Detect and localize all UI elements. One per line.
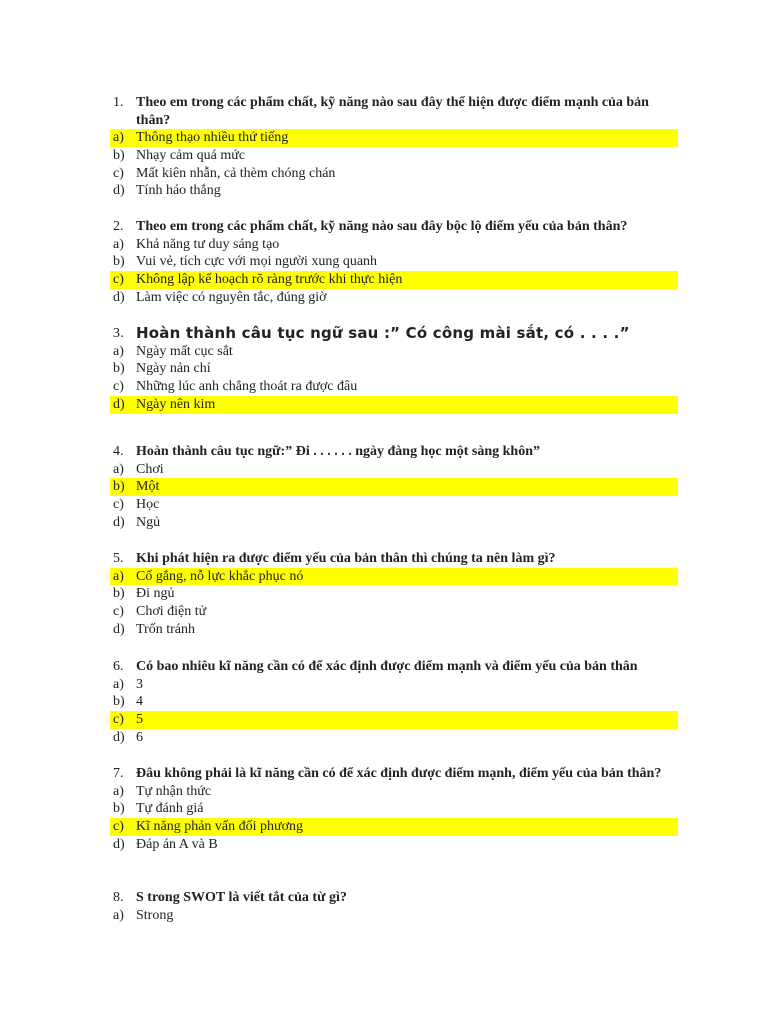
question-8 (110, 889, 678, 924)
option-c (110, 378, 678, 396)
question-prompt: Khi phát hiện ra được điểm yếu của bản thân thì chúng ta nên làm gì? (136, 551, 556, 566)
option-text: 5 (136, 712, 143, 728)
option-d (110, 514, 678, 532)
option-letter: a) (113, 236, 124, 252)
option-text: 4 (136, 694, 143, 710)
option-letter: d) (113, 514, 125, 530)
option-letter: c) (113, 819, 124, 835)
option-text: Học (136, 497, 160, 513)
question-prompt: Theo em trong các phẩm chất, kỹ năng nào sau đây thể hiện được điểm mạnh của bản thân? (136, 95, 649, 128)
option-c (110, 711, 678, 729)
option-text: Chơi (136, 461, 164, 477)
question-text (110, 550, 678, 568)
option-d (110, 396, 678, 414)
option-text: Làm việc có nguyên tắc, đúng giờ (136, 289, 327, 305)
option-letter: c) (113, 604, 124, 620)
option-a (110, 568, 678, 586)
option-d (110, 182, 678, 200)
question-number: 6. (113, 659, 124, 674)
option-letter: d) (113, 396, 125, 412)
option-letter: c) (113, 497, 124, 513)
option-c (110, 165, 678, 183)
option-text: Những lúc anh chẳng thoát ra được đâu (136, 379, 358, 395)
option-text: Tự đánh giá (136, 801, 204, 817)
option-text: Ngày mất cục sắt (136, 343, 233, 359)
option-text: Tính háo thắng (136, 183, 221, 199)
option-letter: d) (113, 183, 125, 199)
option-text: 3 (136, 676, 143, 692)
option-text: Nhạy cảm quá mức (136, 147, 246, 163)
question-number: 5. (113, 551, 124, 566)
question-3 (110, 324, 678, 414)
option-text: Vui vẻ, tích cực với mọi người xung quanh (136, 254, 378, 270)
option-text: 6 (136, 729, 143, 745)
option-letter: b) (113, 147, 125, 163)
option-text: Khả năng tư duy sáng tạo (136, 236, 280, 252)
option-b (110, 147, 678, 165)
option-a (110, 236, 678, 254)
question-1 (110, 94, 678, 200)
option-text: Trốn tránh (136, 621, 195, 637)
question-text (110, 765, 678, 783)
option-b (110, 478, 678, 496)
option-letter: c) (113, 272, 124, 288)
option-b (110, 693, 678, 711)
question-number: 3. (113, 326, 124, 341)
option-a (110, 129, 678, 147)
question-text (110, 658, 678, 676)
option-letter: d) (113, 289, 125, 305)
option-b (110, 585, 678, 603)
option-d (110, 836, 678, 854)
question-number: 7. (113, 766, 124, 781)
option-letter: b) (113, 479, 125, 495)
option-letter: d) (113, 836, 125, 852)
option-a (110, 676, 678, 694)
question-prompt: Hoàn thành câu tục ngữ sau :” Có công mài sắt, có . . . .” (136, 324, 630, 342)
option-letter: b) (113, 586, 125, 602)
option-text: Chơi điện tử (136, 604, 207, 620)
option-letter: a) (113, 783, 124, 799)
option-letter: b) (113, 694, 125, 710)
question-6 (110, 658, 678, 747)
option-letter: a) (113, 676, 124, 692)
option-letter: a) (113, 907, 124, 923)
option-b (110, 360, 678, 378)
option-letter: d) (113, 729, 125, 745)
option-text: Strong (136, 907, 174, 923)
question-prompt: Hoàn thành câu tục ngữ:” Đi . . . . . . ngày đàng học một sàng khôn” (136, 444, 540, 459)
option-b (110, 253, 678, 271)
option-text: Đi ngủ (136, 586, 175, 602)
option-d (110, 621, 678, 639)
question-prompt: Theo em trong các phẩm chất, kỹ năng nào sau đây bộc lộ điểm yếu của bản thân? (136, 219, 628, 234)
option-c (110, 818, 678, 836)
question-text (110, 889, 678, 907)
question-prompt: Có bao nhiêu kĩ năng cần có để xác định được điểm mạnh và điểm yếu của bản thân (136, 659, 638, 674)
option-text: Một (136, 479, 160, 495)
option-text: Ngày nên kim (136, 396, 216, 412)
option-text: Mất kiên nhẫn, cả thèm chóng chán (136, 165, 336, 181)
option-letter: a) (113, 568, 124, 584)
option-letter: c) (113, 379, 124, 395)
option-a (110, 461, 678, 479)
question-5 (110, 550, 678, 639)
option-text: Cố gắng, nỗ lực khắc phục nó (136, 568, 304, 584)
question-text (110, 443, 678, 461)
option-d (110, 289, 678, 307)
option-text: Không lập kế hoạch rõ ràng trước khi thực hiện (136, 272, 403, 288)
question-prompt: Đâu không phải là kĩ năng cần có để xác định được điểm mạnh, điểm yếu của bản thân? (136, 766, 662, 781)
option-a (110, 907, 678, 925)
option-letter: b) (113, 361, 125, 377)
option-text: Đáp án A và B (136, 836, 218, 852)
question-text (110, 218, 678, 236)
question-text (110, 324, 678, 342)
option-text: Ngày nản chí (136, 361, 211, 377)
option-letter: a) (113, 343, 124, 359)
question-7 (110, 765, 678, 854)
question-2 (110, 218, 678, 307)
question-number: 2. (113, 219, 124, 234)
option-text: Ngủ (136, 514, 161, 530)
option-letter: b) (113, 254, 125, 270)
question-number: 4. (113, 444, 124, 459)
option-c (110, 496, 678, 514)
option-a (110, 783, 678, 801)
option-letter: c) (113, 712, 124, 728)
question-text (110, 94, 678, 129)
question-number: 1. (113, 95, 124, 110)
question-prompt: S trong SWOT là viết tắt của từ gì? (136, 890, 347, 905)
option-c (110, 603, 678, 621)
option-text: Thông thạo nhiều thứ tiếng (136, 130, 289, 145)
option-c (110, 271, 678, 289)
question-4 (110, 443, 678, 532)
option-letter: a) (113, 130, 124, 145)
option-letter: b) (113, 801, 125, 817)
option-text: Kĩ năng phản vấn đối phương (136, 819, 304, 835)
option-letter: a) (113, 461, 124, 477)
option-d (110, 729, 678, 747)
option-b (110, 800, 678, 818)
question-number: 8. (113, 890, 124, 905)
option-letter: d) (113, 621, 125, 637)
option-letter: c) (113, 165, 124, 181)
option-text: Tự nhận thức (136, 783, 212, 799)
option-a (110, 343, 678, 361)
